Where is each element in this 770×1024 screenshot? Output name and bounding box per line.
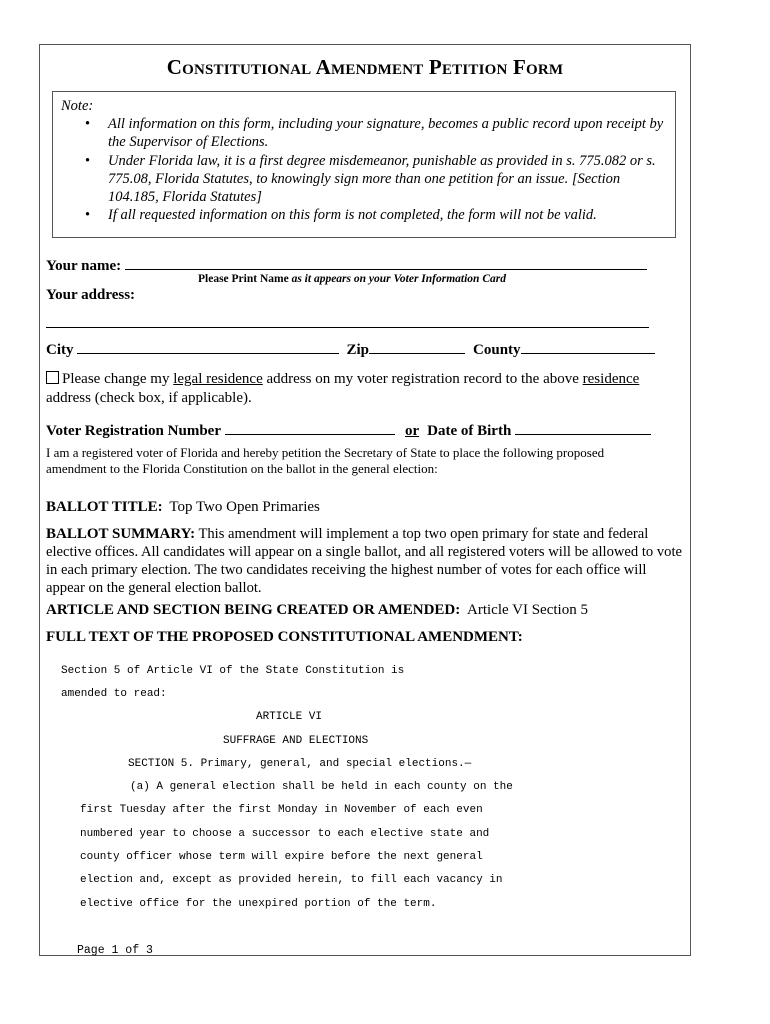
dob-field[interactable] (515, 420, 651, 435)
note-label: Note: (61, 98, 94, 114)
address-label: Your address: (46, 287, 136, 303)
petition-statement: I am a registered voter of Florida and hereby petition the Secretary of State to place the following proposed amendment to the Florida Constitution on the ballot in the general election: (46, 445, 605, 476)
zip-field[interactable] (369, 339, 465, 354)
city-row (46, 339, 655, 359)
city-field[interactable] (77, 339, 339, 354)
ballot-summary: BALLOT SUMMARY: This amendment will implement a top two open primary for state and federal elective offices. All candidates will appear on a single ballot, and all registered voters will be allowed to vote in each primary election. The two candidates receiving the highest number of votes for each office will appear on the general election ballot. (46, 526, 682, 596)
bullet-icon: • (85, 152, 91, 169)
ballot-title-row (46, 499, 320, 516)
county-label: County (473, 342, 521, 358)
petition-form-page (39, 44, 691, 956)
article-label: ARTICLE AND SECTION BEING CREATED OR AMENDED: (46, 602, 461, 618)
address-field[interactable] (46, 315, 649, 328)
name-row (46, 255, 647, 275)
article-value: Article VI Section 5 (467, 602, 588, 618)
article-row (46, 602, 588, 619)
full-text-line: amended to read: (61, 688, 167, 700)
zip-label: Zip (346, 342, 370, 358)
note-list (53, 115, 673, 225)
or-label: or (404, 423, 420, 439)
note-item: • If all requested information on this form is not completed, the form will not be valid. (85, 207, 597, 224)
name-hint: Please Print Name as it appears on your Voter Information Card (198, 273, 506, 285)
bullet-icon: • (85, 116, 91, 132)
name-field[interactable] (125, 255, 647, 270)
dob-label: Date of Birth (427, 423, 512, 439)
form-title: Constitutional Amendment Petition Form (166, 55, 564, 79)
city-label: City (46, 342, 74, 358)
full-text-line: Section 5 of Article VI of the State Constitution is (61, 665, 405, 677)
full-text-line: SECTION 5. Primary, general, and special elections.— (128, 758, 472, 770)
note-item: • Under Florida law, it is a first degree misdemeanor, punishable as provided in s. 775.082 or s. 775.08, Florida Statutes, to knowingly sign more than one petition for an issue. [Section 104.185, Florida Statutes] (85, 152, 656, 206)
full-text-line: SUFFRAGE AND ELECTIONS (223, 735, 369, 747)
full-text-line: first Tuesday after the first Monday in November of each even (80, 804, 483, 816)
full-text-line: ARTICLE VI (256, 711, 323, 723)
full-text-line: numbered year to choose a successor to each elective state and (80, 828, 490, 840)
full-text-line: (a) A general election shall be held in each county on the (130, 781, 513, 793)
page-number: Page 1 of 3 (77, 944, 153, 957)
voter-reg-field[interactable] (225, 420, 395, 435)
county-field[interactable] (521, 339, 655, 354)
full-text-line: election and, except as provided herein, to fill each vacancy in (80, 874, 503, 886)
ballot-title-label: BALLOT TITLE: (46, 499, 163, 515)
note-item: • All information on this form, including your signature, becomes a public record upon receipt by the Supervisor of Elections. (85, 116, 664, 151)
ballot-summary-label: BALLOT SUMMARY: (46, 526, 196, 542)
residence-change-row: Please change my legal residence address on my voter registration record to the above residence (46, 371, 639, 388)
full-text-line: elective office for the unexpired portion of the term. (80, 898, 437, 910)
name-label: Your name: (46, 258, 122, 274)
full-text-line: county officer whose term will expire before the next general (80, 851, 483, 863)
bullet-icon: • (85, 207, 91, 224)
full-text-heading: FULL TEXT OF THE PROPOSED CONSTITUTIONAL AMENDMENT: (46, 629, 523, 645)
voter-id-row (46, 420, 651, 440)
residence-change-text: address (check box, if applicable). (46, 390, 252, 406)
ballot-title: Top Two Open Primaries (169, 499, 320, 515)
residence-change-checkbox[interactable] (46, 371, 59, 384)
note-box (52, 91, 676, 238)
voter-reg-label: Voter Registration Number (46, 423, 221, 439)
